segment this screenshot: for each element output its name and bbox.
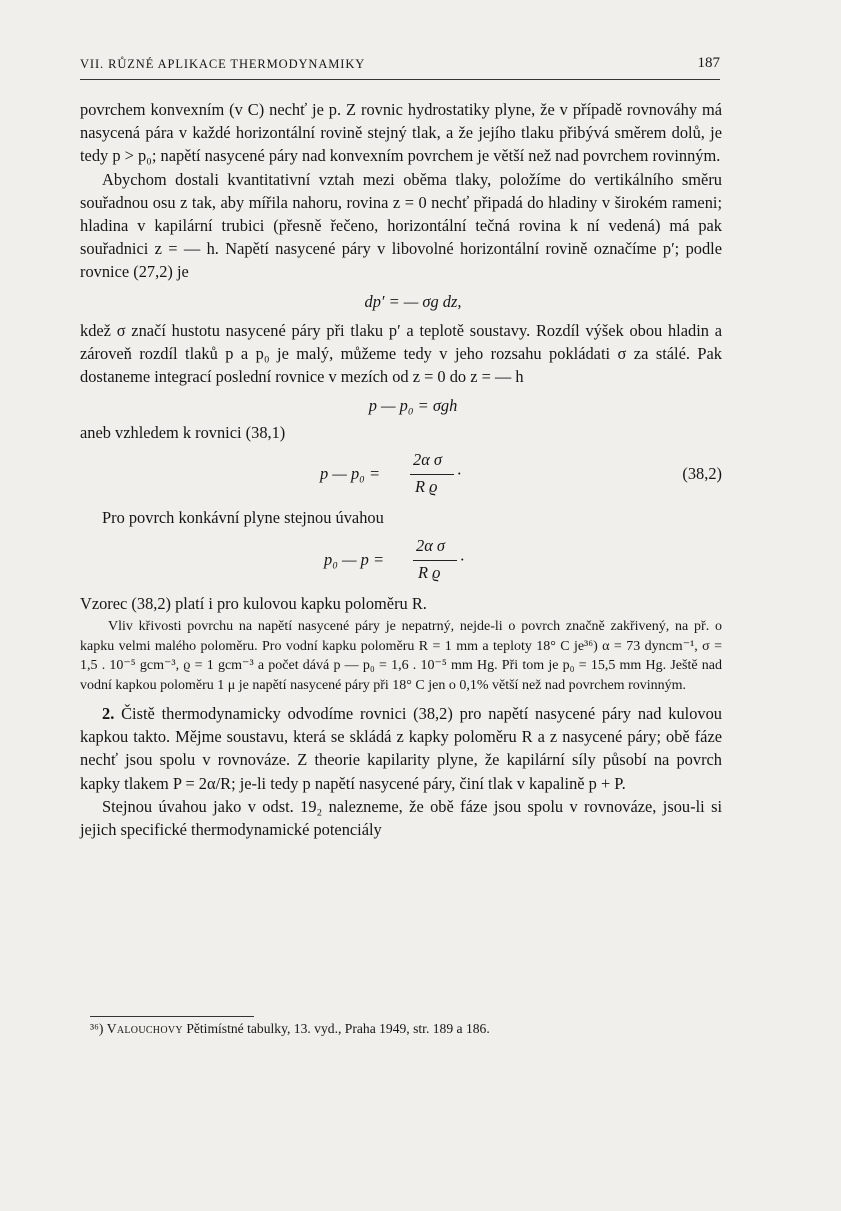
paragraph-1: povrchem konvexním (v C) nechť je p. Z rovnic hydrostatiky plyne, že v případě rovnováhy má nasycená pára v každé horizontální rovině stejný tlak, a že jejího tlaku přibývá směrem dolů, je tedy p > p₀; napětí nasycené páry nad konvexním povrchem je větší než nad povrchem rovinným. [80,100,722,166]
equation-dp-text: dp′ = — σg dz, [364,291,462,311]
eq-concave-tail: · [460,549,465,569]
equation-38-2 [80,448,722,500]
eq-concave-lhs: p₀ — p = [324,549,385,569]
paragraph-section-2 [80,702,722,795]
equation-dp [80,287,722,317]
footnote-rule [90,1016,254,1017]
paragraph-8: Stejnou úvahou jako v odst. 19₂ nalezneme, že obě fáze jsou spolu v rovnováze, jsou-li si jejich specifické thermodynamické potenciály [80,796,722,840]
eq38-2-tail: · [457,464,462,484]
running-header [80,57,720,79]
paragraph-3: kdež σ značí hustotu nasycené páry při tlaku p′ a teplotě soustavy. Rozdíl výšek obou hladin a zároveň rozdíl tlaků p a p₀ je malý, můžeme tedy v jeho rozsahu pokládati σ za stálé. Pak dostaneme integrací poslední rovnice v mezích od z = 0 do z = — h [80,320,722,387]
eq-concave-denominator: R ϱ [418,562,441,582]
paragraph-6: Vzorec (38,2) platí i pro kulovou kapku poloměru R. [80,593,427,613]
footnote-author: Valouchovy [106,1021,183,1036]
eq-concave-numerator: 2α σ [416,535,445,555]
paragraph-5: Pro povrch konkávní plyne stejnou úvahou [102,508,384,528]
main-text [80,98,722,841]
section-number: 2. [102,704,115,724]
eq38-2-lhs: p — p₀ = [320,464,381,484]
header-rule [80,79,720,80]
small-print-note: Vliv křivosti povrchu na napětí nasycené páry je nepatrný, nejde-li o povrch značně zakřivený, na př. o kapku velmi malého poloměru. Pro vodní kapku poloměru R = 1 mm a teploty 18° C je³⁶) α = 73 dyncm⁻¹, σ = 1,5 . 10⁻⁵ gcm⁻³, ϱ = 1 gcm⁻³ a počet dává p — p₀ = 1,6 . 10⁻⁵ mm Hg. Při tom je p₀ = 15,5 mm Hg. Ještě nad vodní kapkou poloměru 1 μ je napětí nasycené páry při 18° C jen o 0,1% větší než nad povrchem rovinným. [80,618,722,694]
paragraph-2: Abychom dostali kvantitativní vztah mezi oběma tlaky, položíme do vertikálního směru souřadnou osu z tak, aby mířila nahoru, rovina z = 0 nechť připadá do hladiny v širokém rameni; hladina v kapilární trubici (přesně řečeno, horizontální tečná rovina k ní vedená) má pak souřadnici z = — h. Napětí nasycené páry v libovolné horizontální rovině označíme p′; podle rovnice (27,2) je [80,169,722,282]
footnote-mark: ³⁶) [90,1021,104,1036]
page-number: 187 [697,55,720,71]
paragraph-4: aneb vzhledem k rovnici (38,1) [80,423,286,443]
eq38-2-denominator: R ϱ [415,477,438,497]
eq38-2-label: (38,2) [682,464,722,484]
footnote-text: Pětimístné tabulky, 13. vyd., Praha 1949, str. 189 a 186. [186,1021,490,1036]
paragraph-7-text: Čistě thermodynamicky odvodíme rovnici (38,2) pro napětí nasycené páry nad kulovou kapkou takto. Mějme soustavu, která se skládá z kapky poloměru R a z nasycené páry; obě fáze nechť jsou spolu v rovnováze. Z theorie kapilarity plyne, že kapilární síly působí na povrch kapky tlakem P = 2α/R; je-li tedy p napětí nasycené páry, činí tlak v kapalině p + P. [80,704,722,793]
chapter-title: VII. RŮZNÉ APLIKACE THERMODYNAMIKY [80,57,366,71]
equation-concave [80,534,722,586]
equation-integral-text: p — p₀ = σgh [368,396,458,416]
eq38-2-numerator: 2α σ [413,450,442,470]
equation-integral [80,391,722,421]
footnote [90,1020,722,1038]
